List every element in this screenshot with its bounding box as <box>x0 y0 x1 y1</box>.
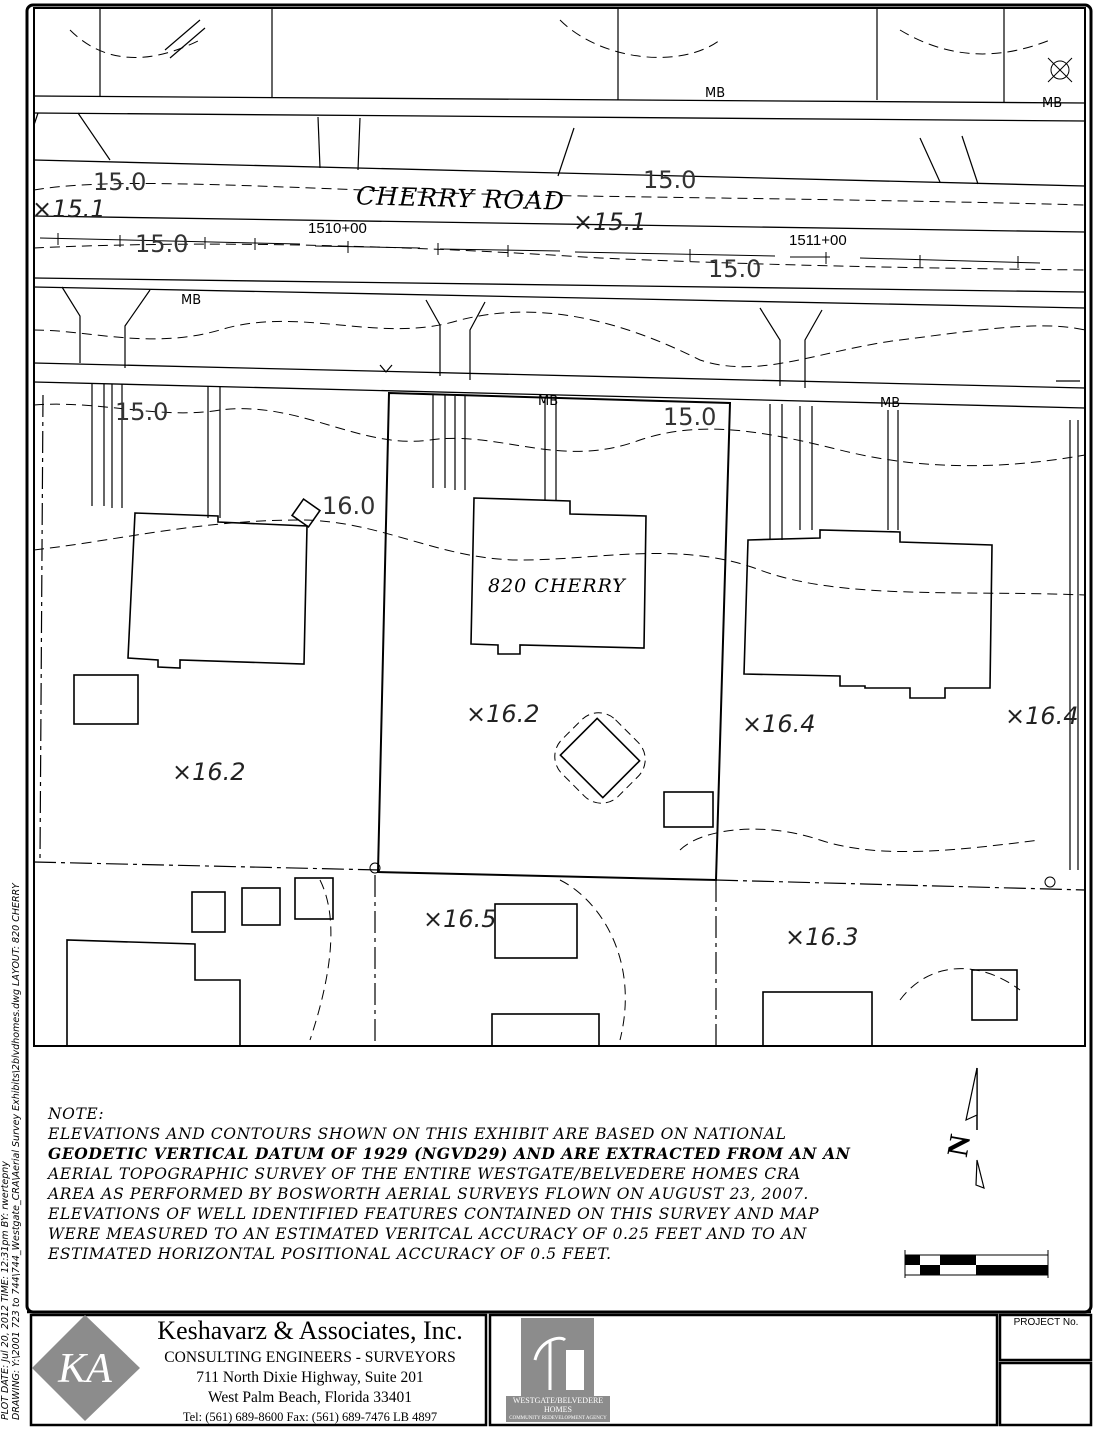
elevation-label: ×16.2 <box>466 700 540 728</box>
drawing-path-line: DRAWING: Y:\2001 723 to 744\744_Westgate_CRA\Aerial Survey Exhibits\2blvdhomes.dwg LAYOUT: 820 CHERRY <box>11 883 22 1420</box>
plot-info <box>0 883 22 1420</box>
firm-name: Keshavarz & Associates, Inc. <box>157 1316 463 1345</box>
contour-label: 15.0 <box>708 255 762 283</box>
contour-label: 15.0 <box>135 230 189 258</box>
road-name: CHERRY ROAD <box>355 181 566 216</box>
firm-address-1: 711 North Dixie Highway, Suite 201 <box>196 1369 424 1386</box>
marker-label: MB <box>538 394 559 409</box>
note-line: NOTE: <box>48 1105 105 1123</box>
note-line: AREA AS PERFORMED BY BOSWORTH AERIAL SURVEYS FLOWN ON AUGUST 23, 2007. <box>48 1185 809 1203</box>
road-lines <box>34 96 1085 408</box>
agency-name: WESTGATE/BELVEDERE HOMES <box>512 1396 604 1414</box>
driveways <box>34 20 1080 870</box>
survey-note <box>48 1104 851 1264</box>
station-label-1: 1510+00 <box>308 220 367 237</box>
firm-info <box>140 1316 480 1426</box>
note-line: AERIAL TOPOGRAPHIC SURVEY OF THE ENTIRE WESTGATE/BELVEDERE HOMES CRA <box>48 1165 801 1183</box>
elevation-label: ×16.3 <box>785 923 859 951</box>
note-line: GEODETIC VERTICAL DATUM OF 1929 (NGVD29) AND ARE EXTRACTED FROM AN AN <box>48 1144 851 1163</box>
north-label: N <box>941 1132 978 1160</box>
lot-lines <box>34 395 1085 1046</box>
contour-label: 15.0 <box>115 398 169 426</box>
lot-label: 820 CHERRY <box>488 575 626 597</box>
elevation-label: ×15.1 <box>32 195 106 223</box>
note-line: ESTIMATED HORIZONTAL POSITIONAL ACCURACY OF 0.5 FEET. <box>48 1245 612 1263</box>
elevation-label: ×15.1 <box>573 208 647 236</box>
marker-label: MB <box>1042 96 1063 111</box>
building-west <box>128 513 307 668</box>
building-east <box>744 530 992 698</box>
contour-label: 15.0 <box>663 403 717 431</box>
contour-label: 15.0 <box>643 166 697 194</box>
firm-phone: Tel: (561) 689-8600 Fax: (561) 689-7476 LB 4897 <box>182 1410 438 1424</box>
utility-symbols <box>370 58 1072 887</box>
elevation-label: ×16.4 <box>742 710 816 738</box>
elevation-label: ×16.5 <box>423 905 497 933</box>
marker-label: MB <box>705 86 726 101</box>
marker-label: MB <box>181 293 202 308</box>
plot-date-line: PLOT DATE: Jul 20, 2012 TIME: 12:31pm BY: rwertepny <box>0 1161 11 1420</box>
centerline <box>40 233 1040 268</box>
scale-bar <box>905 1250 1048 1278</box>
station-label-2: 1511+00 <box>789 232 847 249</box>
contour-label: 16.0 <box>322 492 376 520</box>
note-line: ELEVATIONS AND CONTOURS SHOWN ON THIS EXHIBIT ARE BASED ON NATIONAL <box>48 1125 787 1143</box>
elevation-label: ×16.4 <box>1005 702 1079 730</box>
firm-address-2: West Palm Beach, Florida 33401 <box>207 1389 413 1406</box>
north-arrow <box>941 1068 984 1188</box>
contour-label: 15.0 <box>93 168 147 196</box>
elevation-label: ×16.2 <box>172 758 246 786</box>
subject-parcel-boundary <box>378 393 730 880</box>
project-number-label: PROJECT No. <box>1013 1317 1079 1328</box>
marker-label: MB <box>880 396 901 411</box>
top-features <box>100 8 1004 102</box>
firm-logo-letters: KA <box>58 1346 112 1392</box>
cra-logo-text <box>506 1396 610 1423</box>
note-line: ELEVATIONS OF WELL IDENTIFIED FEATURES CONTAINED ON THIS SURVEY AND MAP <box>48 1205 820 1223</box>
firm-subtitle: CONSULTING ENGINEERS - SURVEYORS <box>164 1349 456 1366</box>
note-line: WERE MEASURED TO AN ESTIMATED VERITCAL ACCURACY OF 0.25 FEET AND TO AN <box>48 1225 807 1243</box>
agency-subtitle: COMMUNITY REDEVELOPMENT AGENCY <box>509 1416 607 1421</box>
